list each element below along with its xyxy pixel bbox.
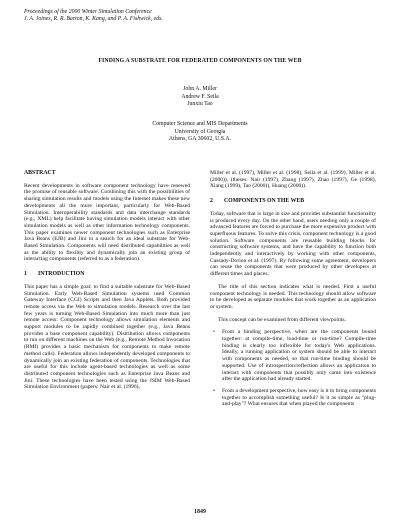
section-number: 2 (210, 198, 213, 205)
header-line-1: Proceedings of the 2000 Winter Simulation Conference (24, 9, 152, 15)
bullet-icon: • (213, 329, 215, 336)
right-column (210, 170, 376, 413)
bullet-text: From a binding perspective, when are the components bound together: at compile-time, load-time or run-time? Compile-time binding is clearly too inflexible for today's Web applications. Ideally, a running application or system should be able to interact with components as needed, so that run-time binding should be supported. Use of introspection/reflection allows an application to interact with components that possibly only came into existence after the application had already started. (222, 329, 376, 383)
author-name: John A. Miller (183, 86, 217, 92)
body-paragraph: This concept can be examined from different viewpoints. (218, 316, 346, 323)
abstract-heading: ABSTRACT (24, 170, 56, 176)
affiliation (0, 121, 400, 144)
author-list (0, 86, 400, 109)
affiliation-line: Computer Science and MIS Departments (152, 121, 248, 127)
author-name: Andrew F. Seila (181, 93, 219, 100)
section-heading (210, 198, 376, 205)
section-title: INTRODUCTION (38, 271, 85, 278)
body-paragraph: The title of this section indicates what is needed. First a useful component technology is needed. This technology should allow software to be developed as separate modules that work together as an application or system. (210, 283, 376, 310)
intro-paragraph: This paper has a simple goal: to find a suitable substrate for Web-Based Simulation. Early Web-Based Simulation systems used Common Gateway Interface (CGI) Scripts and then Java Applets. Both provided remote access via the Web to simulation models. Research over the last few years is turning Web-Based Simulation into much more than just remote access: Component technology allows simulation elements and support modules to be rapidly combined together (e.g., Java Beans provides a base component capability). Distribution allows components to run on different machines on the Web (e.g., Remote Method Invocation (RMI) provides a basic mechanism for components to make remote method calls). Federation allows independently developed components to dynamically join an existing federation of components. Technologies that are useful for this include agent-based technologies as well as some distributed component technologies such as Enterprise Java Beans and Jini. These technologies have been tested using the JSIM Web-Based Simulation Environment (papers: Nair et al. (1996), (24, 283, 190, 391)
page-number: 1849 (194, 509, 206, 515)
bullet-text: From a development perspective, how easy is it to bring components together to accomplish something useful? Is it as simple as "plug-and-play"? What ensures that when played the components (222, 387, 376, 408)
bullet-item (210, 329, 376, 383)
left-column (24, 170, 190, 397)
section-title: COMPONENTS ON THE WEB (224, 198, 305, 205)
bullet-list (210, 329, 376, 408)
affiliation-line: Athens, GA 30602, U.S.A. (168, 136, 232, 143)
paper-title: FINDING A SUBSTRATE FOR FEDERATED COMPONENTS ON THE WEB (98, 58, 302, 64)
section-heading (24, 271, 190, 278)
body-paragraph: Today, software that is large in size and provides substantial functionality is produced every day. On the other hand, users needing only a couple of advanced features are forced to purchase the more expensive product with superfluous features. To solve this crisis, component technology is a good solution. Software components are reusable building blocks for constructing software systems, and have the capability to function both independently and interactively by working with other components, Cassady-Dorion et al. (1997). By following some agreement, developers can reuse the components that were produced by other developers at different times and places. (210, 210, 376, 278)
proceedings-header (24, 9, 163, 23)
affiliation-line: University of Georgia (174, 128, 226, 135)
section-number: 1 (24, 271, 27, 278)
abstract-text: Recent developments in software component technology have renewed the promise of reusable software. Combining this with the possibilities of sharing simulation results and models using the Internet makes these new developments all the more important, particularly for Web-Based Simulation. Interoperability standards and data interchange standards (e.g., XML) help facilitate having simulation models interact with other simulation models as well as other information technology components. This paper examines newer component technologies such as Enterprise Java Beans (EJB) and Jini in a search for an ideal substrate for Web-Based Simulation. Components will need distributed capabilities as well as the ability to flexibly and dynamically join an existing group of interacting components (referred to as a federation). (24, 182, 190, 263)
bullet-icon: • (213, 387, 215, 394)
bullet-item (210, 388, 376, 408)
author-name: Junxiu Tao (187, 101, 213, 108)
header-line-2: J. A. Joines, R. R. Barton, K. Kang, and P. A. Fishwick, eds. (24, 16, 163, 23)
continued-paragraph: Miller et al. (1997), Miller et al. (1998), Seila et al. (1999), Miller et al. (2000)), (theses: Nair (1997), Zhang (1997), Zhao (1997), Ge (1998), Xiang (1999), Tao (2000)), Huang (2000)). (210, 170, 376, 190)
